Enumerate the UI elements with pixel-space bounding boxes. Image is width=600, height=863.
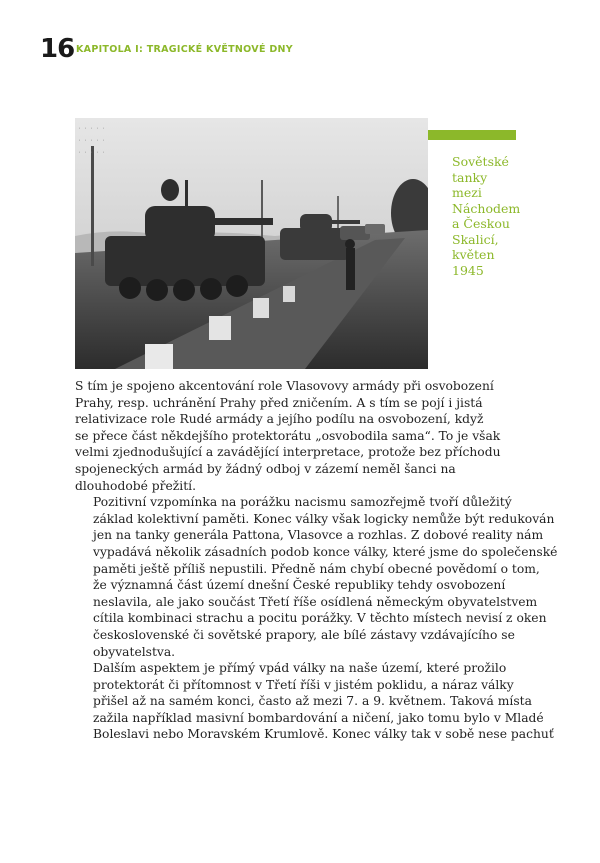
text-line: Boleslavi nebo Moravském Krumlově. Konec války tak v sobě nese pachuť bbox=[93, 727, 554, 742]
body-text bbox=[75, 378, 558, 743]
text-line: Pozitivní vzpomínka na porážku nacismu samozřejmě tvoří důležitý bbox=[93, 495, 512, 510]
text-line: paměti ještě příliš nepustili. Předně nám chybí obecné povědomí o tom, bbox=[93, 561, 540, 576]
text-line: základ kolektivní paměti. Konec války však logicky nemůže být redukován bbox=[93, 511, 555, 526]
tank-photo bbox=[75, 118, 428, 369]
caption-line: mezi bbox=[452, 185, 482, 200]
svg-text:· · · · ·: · · · · · bbox=[78, 150, 106, 156]
caption-line: Skalicí, bbox=[452, 231, 499, 247]
svg-text:· · · · ·: · · · · · bbox=[78, 138, 106, 144]
text-line: Dalším aspektem je přímý vpád války na naše území, které prožilo bbox=[93, 661, 507, 676]
text-line: zažila například masivní bombardování a ničení, jako tomu bylo v Mladé bbox=[93, 710, 544, 725]
text-line: československé či sovětské prapory, ale bílé zástavy vzdávajícího se bbox=[93, 627, 515, 642]
svg-text:· · · · ·: · · · · · bbox=[78, 126, 106, 132]
caption-line: květen bbox=[452, 247, 495, 262]
caption-accent-bar bbox=[428, 130, 516, 140]
text-line: vypadává několik zásadních podob konce války, které jsme do společenské bbox=[93, 544, 558, 559]
caption-line: a Českou bbox=[452, 216, 510, 231]
text-line: relativizace role Rudé armády a jejího podílu na osvobození, když bbox=[75, 412, 484, 427]
caption-line: Náchodem bbox=[452, 200, 521, 216]
text-line: Prahy, resp. uchránění Prahy před zničením. A s tím se pojí i jistá bbox=[75, 395, 483, 410]
text-line: se přece část někdejšího protektorátu „osvobodila sama“. To je však bbox=[75, 428, 501, 443]
paragraph-1 bbox=[75, 378, 530, 494]
page-number: 16 bbox=[40, 34, 75, 64]
caption-line: tanky bbox=[452, 169, 488, 185]
text-line: S tím je spojeno akcentování role Vlasovovy armády při osvobození bbox=[75, 379, 494, 393]
caption-line: Sovětské bbox=[452, 154, 509, 169]
text-line: dlouhodobé přežití. bbox=[75, 478, 197, 493]
text-line: že významná část území dnešní České republiky tehdy osvobození bbox=[93, 578, 506, 593]
text-line: přišel až na samém konci, často až mezi 7. a 9. květnem. Taková místa bbox=[93, 694, 532, 709]
text-line: obyvatelstva. bbox=[93, 644, 176, 659]
text-line: spojeneckých armád by žádný odboj v zázemí neměl šanci na bbox=[75, 461, 456, 476]
text-line: protektorát či přítomnost v Třetí říši v jistém poklidu, a náraz války bbox=[93, 677, 514, 692]
text-line: velmi zjednodušující a zavádějící interpretace, protože bez příchodu bbox=[75, 445, 501, 460]
running-head: KAPITOLA I: TRAGICKÉ KVĚTNOVÉ DNY bbox=[76, 44, 293, 55]
paragraph-2 bbox=[75, 494, 558, 660]
text-line: cítila kombinaci strachu a pocitu porážky. V těchto místech nevisí z oken bbox=[93, 611, 547, 626]
tank-photo-illustration bbox=[75, 118, 428, 369]
text-line: jen na tanky generála Pattona, Vlasovce a rozhlas. Z dobové reality nám bbox=[93, 528, 544, 543]
caption-line: 1945 bbox=[452, 262, 484, 278]
photo-caption bbox=[452, 154, 527, 278]
paragraph-3 bbox=[75, 660, 554, 743]
text-line: neslavila, ale jako součást Třetí říše osídlená německým obyvatelstvem bbox=[93, 594, 538, 609]
